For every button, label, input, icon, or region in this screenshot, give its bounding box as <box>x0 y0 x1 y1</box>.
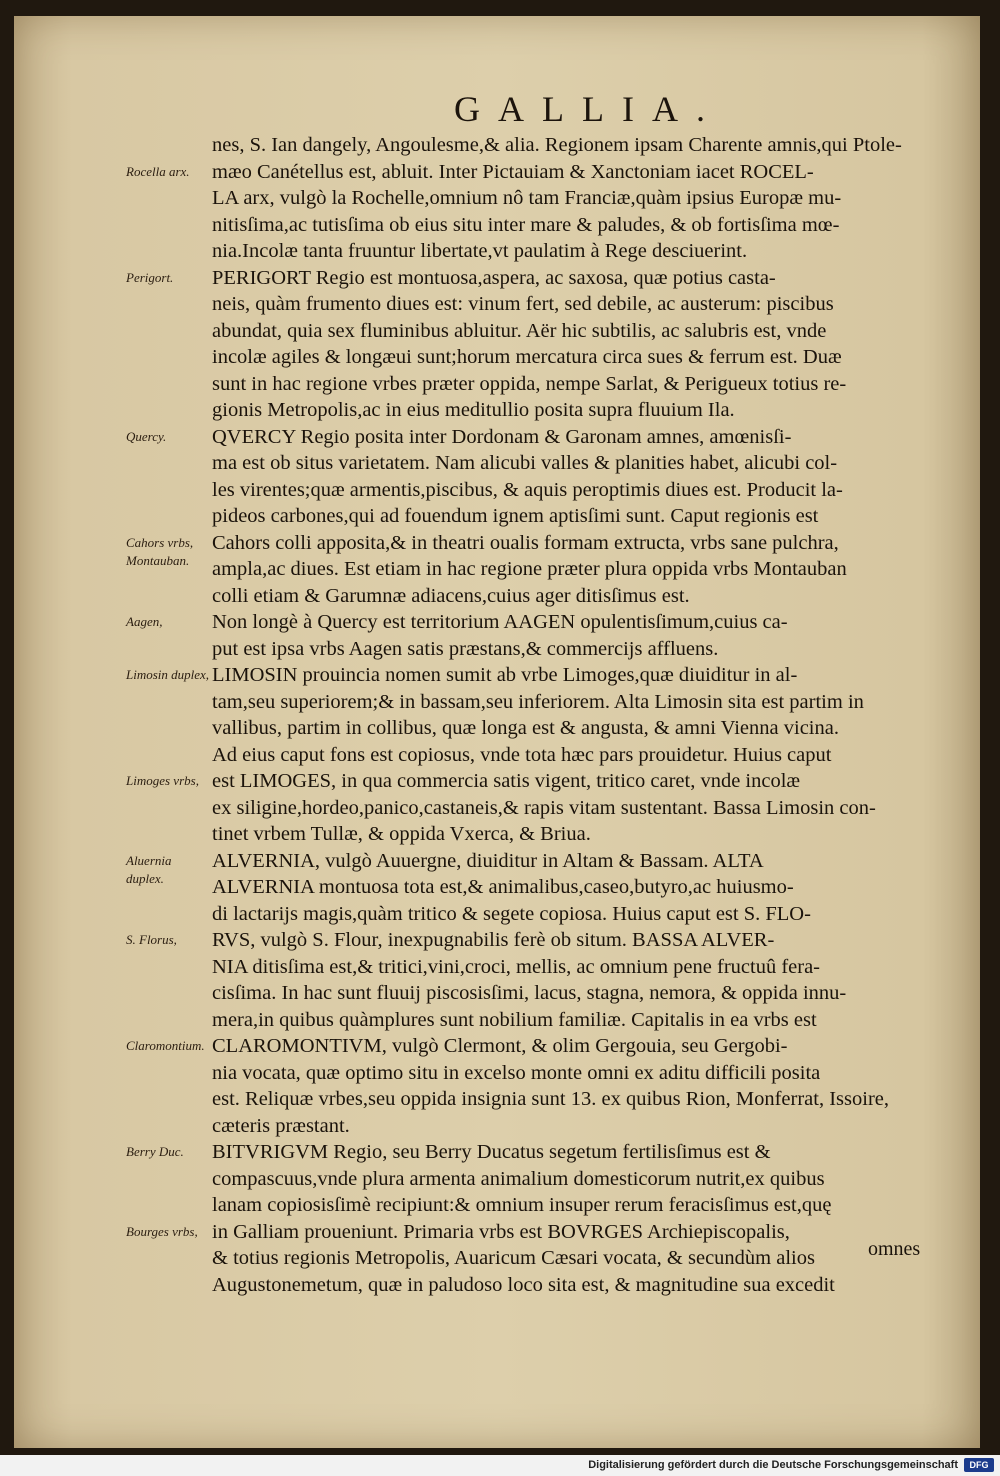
catchword: omnes <box>868 1238 921 1260</box>
text-line: lanam copiosisſimè recipiunt:& omnium insuper rerum feracisſimus est,quę <box>212 1194 832 1216</box>
margin-note: Cahors vrbs, Montauban. <box>126 534 194 568</box>
text-line: nitisſima,ac tutisſima ob eius situ inter mare & paludes, & ob fortisſima mœ- <box>212 213 840 236</box>
margin-note: Limoges vrbs, <box>126 773 199 788</box>
text-line: vallibus, partim in collibus, quæ longa est & angusta, & amni Vienna vicina. <box>212 717 839 739</box>
book-page <box>14 16 980 1448</box>
text-line: est. Reliquæ vrbes,seu oppida insignia sunt 13. ex quibus Rion, Monferrat, Issoire, <box>212 1088 889 1110</box>
text-line: in Galliam proueniunt. Primaria vrbs est BOVRGES Archiepiscopalis, <box>212 1220 790 1243</box>
text-line: put est ipsa vrbs Aagen satis præstans,& commercijs affluens. <box>212 637 719 660</box>
margin-note: S. Florus, <box>126 932 177 947</box>
text-line: & totius regionis Metropolis, Auaricum Cæsari vocata, & secundùm alios <box>212 1247 815 1269</box>
text-line: ex siligine,hordeo,panico,castaneis,& rapis vitam sustentant. Bassa Limosin con- <box>212 796 876 819</box>
dfg-logo-icon: DFG <box>964 1458 994 1472</box>
text-line: LA arx, vulgò la Rochelle,omnium nô tam Franciæ,quàm ipsius Europæ mu- <box>212 187 842 209</box>
text-line: tam,seu superiorem;& in bassam,seu inferiorem. Alta Limosin sita est partim in <box>212 690 864 713</box>
text-line: nia.Incolæ tanta fruuntur libertate,vt paulatim à Rege desciuerint. <box>212 240 748 262</box>
text-line: cisſima. In hac sunt fluuij piscosisſimi, lacus, stagna, nemora, & oppida innu- <box>212 982 847 1004</box>
text-line: gionis Metropolis,ac in eius meditullio posita supra fluuium Ila. <box>212 399 735 421</box>
text-line: LIMOSIN prouincia nomen sumit ab vrbe Limoges,quæ diuiditur in al- <box>212 664 798 686</box>
text-line: QVERCY Regio posita inter Dordonam & Garonam amnes, amœnisſi- <box>212 425 792 448</box>
text-line: Cahors colli apposita,& in theatri oualis formam extructa, vrbs sane pulchra, <box>212 531 839 554</box>
text-line: ALVERNIA montuosa tota est,& animalibus,caseo,butyro,ac huiusmo- <box>212 876 794 898</box>
text-line: cæteris præstant. <box>212 1114 350 1137</box>
text-line: RVS, vulgò S. Flour, inexpugnabilis ferè ob situm. BASSA ALVER- <box>212 929 775 951</box>
text-line: PERIGORT Regio est montuosa,aspera, ac saxosa, quæ potius casta- <box>212 266 776 289</box>
text-line: di lactarijs magis,quàm tritico & segete copiosa. Huius caput est S. FLO- <box>212 902 811 925</box>
footer-bar <box>0 1455 1000 1476</box>
text-line: ampla,ac diues. Est etiam in hac regione præter plura oppida vrbs Montauban <box>212 558 847 580</box>
text-line: Augustonemetum, quæ in paludoso loco sita est, & magnitudine sua excedit <box>212 1273 835 1296</box>
text-line: incolæ agiles & longæui sunt;horum mercatura circa sues & ferrum est. Duæ <box>212 346 842 368</box>
text-line: neis, quàm frumento diues est: vinum fert, sed debile, ac austerum: piscibus <box>212 293 834 315</box>
text-line: colli etiam & Garumnæ adiacens,cuius ager ditisſimus est. <box>212 584 690 607</box>
margin-note: Claromontium. <box>126 1038 205 1053</box>
text-line: Ad eius caput fons est copiosus, vnde tota hæc pars prouidetur. Huius caput <box>212 743 832 766</box>
margin-note: Aluernia duplex. <box>126 852 172 886</box>
margin-note: Bourges vrbs, <box>126 1223 198 1239</box>
text-line: pideos carbones,qui ad fouendum ignem aptisſimi sunt. Caput regionis est <box>212 505 819 527</box>
text-line: CLAROMONTIVM, vulgò Clermont, & olim Gergouia, seu Gergobi- <box>212 1035 788 1057</box>
text-line: compascuus,vnde plura armenta animalium domesticorum nutrit,ex quibus <box>212 1167 825 1190</box>
margin-note: Perigort. <box>126 269 174 285</box>
text-line: BITVRIGVM Regio, seu Berry Ducatus segetum fertilisſimus est & <box>212 1141 771 1163</box>
text-line: ALVERNIA, vulgò Auuergne, diuiditur in Altam & Bassam. ALTA <box>212 849 764 872</box>
text-line: Non longè à Quercy est territorium AAGEN opulentisſimum,cuius ca- <box>212 611 788 633</box>
text-line: abundat, quia sex fluminibus abluitur. Aër hic subtilis, ac salubris est, vnde <box>212 319 827 342</box>
running-head: GALLIA. <box>454 89 723 129</box>
margin-note: Aagen, <box>126 614 163 629</box>
text-line: est LIMOGES, in qua commercia satis vigent, tritico caret, vnde incolæ <box>212 770 801 792</box>
text-line: nia vocata, quæ optimo situ in excelso monte omni ex aditu difficili posita <box>212 1061 821 1084</box>
text-line: ma est ob situs varietatem. Nam alicubi valles & planities habet, alicubi col- <box>212 452 838 474</box>
text-line: NIA ditisſima est,& tritici,vini,croci, mellis, ac omnium pene fructuû fera- <box>212 955 821 978</box>
text-line: nes, S. Ian dangely, Angoulesme,& alia. Regionem ipsam Charente amnis,qui Ptole- <box>212 134 902 156</box>
text-line: mera,in quibus quàmplures sunt nobilium familiæ. Capitalis in ea vrbs est <box>212 1008 817 1031</box>
margin-note: Limosin duplex, <box>126 667 210 682</box>
margin-note: Rocella arx. <box>126 163 190 179</box>
body-text <box>212 132 956 1298</box>
funding-credit: Digitalisierung gefördert durch die Deutsche Forschungsgemeinschaft <box>588 1459 958 1471</box>
text-line: sunt in hac regione vrbes præter oppida, nempe Sarlat, & Perigueux totius re- <box>212 372 847 395</box>
margin-note: Quercy. <box>126 428 167 444</box>
text-line: les virentes;quæ armentis,piscibus, & aquis peroptimis diues est. Producit la- <box>212 478 843 501</box>
margin-note: Berry Duc. <box>126 1144 184 1159</box>
text-line: mæo Canétellus est, abluit. Inter Pictauiam & Xanctoniam iacet ROCEL- <box>212 160 814 183</box>
text-line: tinet vrbem Tullæ, & oppida Vxerca, & Briua. <box>212 823 591 845</box>
